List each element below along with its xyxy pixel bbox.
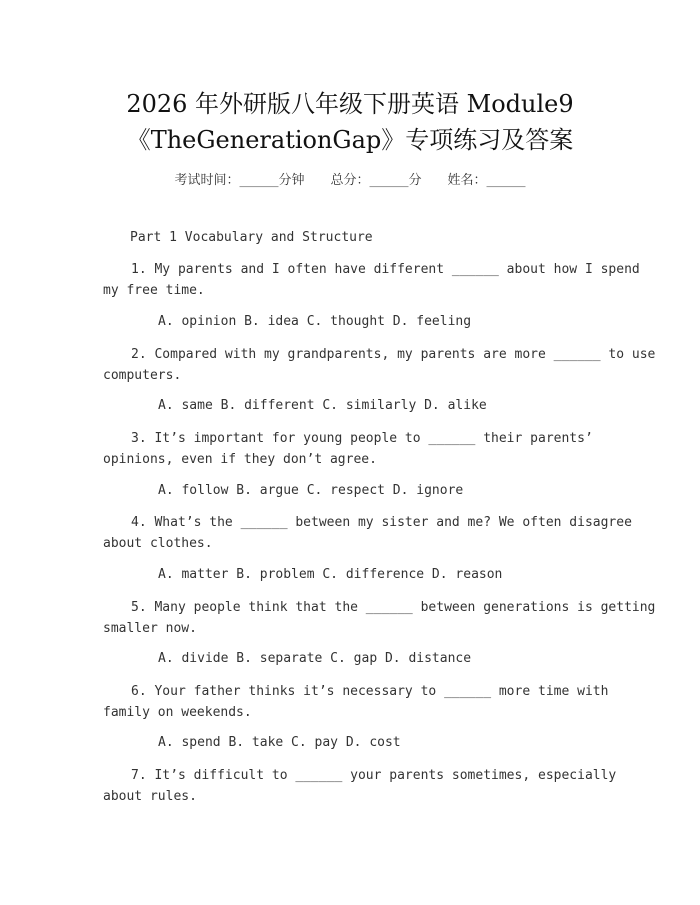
question-text-continued: my free time. — [103, 283, 205, 298]
question-text: 7. It’s difficult to ______ your parents sometimes, especially — [131, 768, 617, 783]
question-item — [103, 259, 640, 301]
question-text-continued: smaller now. — [103, 621, 197, 636]
question-text: 2. Compared with my grandparents, my parents are more ______ to use — [131, 347, 656, 362]
question-item — [103, 344, 656, 386]
section-heading: Part 1 Vocabulary and Structure — [130, 230, 373, 245]
answer-options: A. spend B. take C. pay D. cost — [158, 735, 401, 750]
question-text: 3. It’s important for young people to ______ their parents’ — [131, 431, 593, 446]
exam-info — [0, 169, 700, 188]
question-text: 5. Many people think that the ______ between generations is getting — [131, 600, 656, 615]
name-field: 姓名：______ — [447, 173, 526, 188]
question-item — [103, 512, 632, 554]
answer-options: A. same B. different C. similarly D. alike — [158, 398, 487, 413]
answer-options: A. opinion B. idea C. thought D. feeling — [158, 314, 472, 329]
question-item — [103, 428, 603, 470]
document-title-line-2: 《TheGenerationGap》专项练习及答案 — [126, 126, 574, 154]
answer-options: A. follow B. argue C. respect D. ignore — [158, 483, 464, 498]
question-text-continued: family on weekends. — [103, 705, 252, 720]
question-text-continued: about rules. — [103, 789, 197, 804]
answer-options: A. matter B. problem C. difference D. reason — [158, 567, 503, 582]
question-text-continued: about clothes. — [103, 536, 213, 551]
total-score-field: 总分：______分 — [330, 173, 422, 188]
answer-options: A. divide B. separate C. gap D. distance — [158, 651, 472, 666]
question-item — [103, 681, 609, 723]
exam-time-field: 考试时间：______分钟 — [174, 173, 305, 188]
question-item — [103, 765, 617, 807]
question-text: 4. What’s the ______ between my sister and me? We often disagree — [131, 515, 632, 530]
question-text: 6. Your father thinks it’s necessary to ______ more time with — [131, 684, 609, 699]
document-title-line-1: 2026 年外研版八年级下册英语 Module9 — [126, 90, 574, 118]
question-text: 1. My parents and I often have different ______ about how I spend — [131, 262, 640, 277]
question-text-continued: opinions, even if they don’t agree. — [103, 452, 377, 467]
question-text-continued: computers. — [103, 368, 182, 383]
question-item — [103, 597, 656, 639]
